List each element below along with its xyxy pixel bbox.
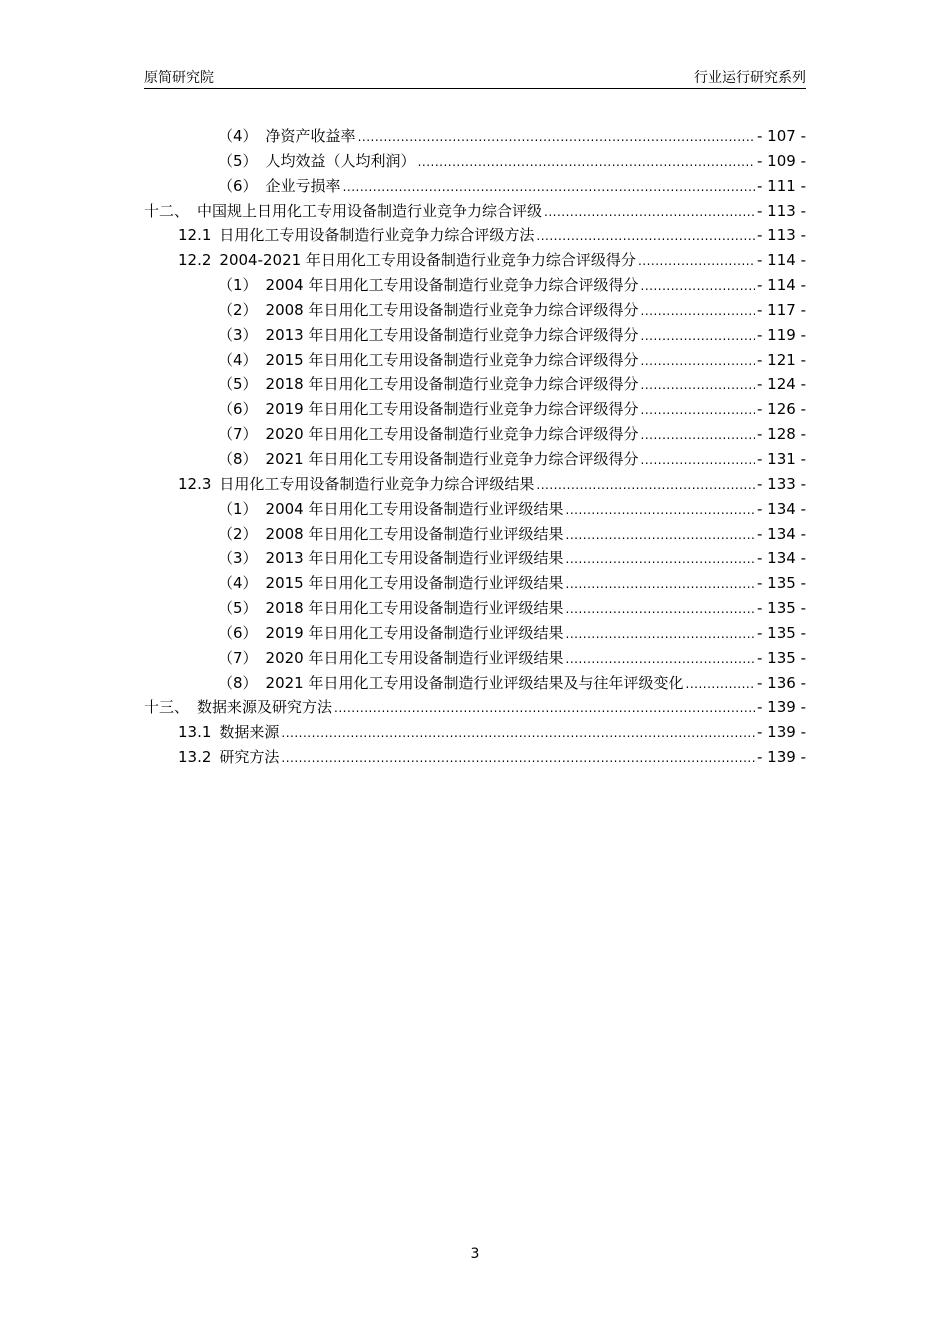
- toc-entry-text: 2018 年日用化工专用设备制造行业竞争力综合评级得分: [265, 375, 639, 394]
- toc-leader-dots: [641, 348, 756, 374]
- toc-entry-number: （3）: [218, 549, 258, 568]
- toc-entry-title: [218, 298, 639, 323]
- toc-entry-text: 数据来源及研究方法: [197, 698, 333, 717]
- toc-entry-number: （4）: [218, 350, 258, 369]
- toc-leader-dots: [641, 323, 756, 349]
- toc-entry-text: 净资产收益率: [265, 127, 356, 145]
- toc-leader-dots: [358, 124, 755, 150]
- toc-entry[interactable]: [144, 447, 806, 472]
- toc-entry-text: 2021 年日用化工专用设备制造行业竞争力综合评级得分: [265, 449, 639, 468]
- toc-entry[interactable]: [144, 348, 806, 373]
- toc-entry-title: [218, 596, 564, 621]
- toc-leader-dots: [566, 646, 756, 672]
- toc-leader-dots: [334, 695, 755, 721]
- toc-leader-dots: [566, 497, 756, 523]
- toc-entry-title: [218, 671, 684, 696]
- toc-entry-title: [218, 124, 356, 149]
- toc-entry-number: （6）: [218, 623, 258, 642]
- toc-leader-dots: [281, 720, 755, 746]
- toc-entry-page: - 139 -: [757, 723, 806, 742]
- toc-entry[interactable]: [144, 298, 806, 323]
- toc-entry-title: [218, 571, 564, 596]
- toc-entry[interactable]: [144, 422, 806, 447]
- toc-leader-dots: [566, 546, 756, 572]
- toc-entry[interactable]: [144, 522, 806, 547]
- toc-entry-number: （1）: [218, 499, 258, 518]
- toc-entry-title: [218, 522, 564, 547]
- toc-entry-text: 2004 年日用化工专用设备制造行业评级结果: [265, 499, 564, 518]
- toc-entry-title: [218, 422, 639, 447]
- toc-leader-dots: [536, 223, 755, 249]
- toc-entry-text: 2008 年日用化工专用设备制造行业评级结果: [265, 524, 564, 543]
- toc-entry-text: 2019 年日用化工专用设备制造行业评级结果: [265, 623, 564, 642]
- toc-leader-dots: [686, 671, 756, 697]
- toc-entry-number: （2）: [218, 300, 258, 319]
- toc-entry-number: （3）: [218, 325, 258, 344]
- toc-entry[interactable]: [144, 621, 806, 646]
- toc-entry-text: 2021 年日用化工专用设备制造行业评级结果及与往年评级变化: [265, 673, 684, 692]
- toc-leader-dots: [641, 422, 756, 448]
- toc-entry-page: - 134 -: [757, 549, 806, 568]
- toc-entry-page: - 107 -: [757, 127, 806, 145]
- toc-entry-page: - 139 -: [757, 698, 806, 717]
- toc-entry-title: [178, 472, 534, 497]
- toc-leader-dots: [566, 522, 756, 548]
- toc-entry[interactable]: [144, 571, 806, 596]
- toc-entry[interactable]: [144, 248, 806, 273]
- toc-entry-page: - 135 -: [757, 623, 806, 642]
- toc-leader-dots: [641, 397, 756, 423]
- toc-entry-text: 2019 年日用化工专用设备制造行业竞争力综合评级得分: [265, 400, 639, 419]
- toc-entry-title: [218, 372, 639, 397]
- toc-entry-text: 2015 年日用化工专用设备制造行业评级结果: [265, 574, 564, 593]
- toc-entry-title: [144, 695, 332, 720]
- toc-entry-number: （7）: [218, 425, 258, 444]
- toc-entry-page: - 126 -: [757, 400, 806, 419]
- toc-entry-number: （4）: [218, 127, 258, 145]
- toc-entry-page: - 113 -: [757, 226, 806, 245]
- toc-entry[interactable]: [144, 372, 806, 397]
- toc-leader-dots: [281, 745, 755, 771]
- toc-entry-page: - 136 -: [757, 673, 806, 692]
- toc-entry-number: （8）: [218, 673, 258, 692]
- toc-leader-dots: [343, 174, 755, 200]
- toc-entry[interactable]: [144, 596, 806, 621]
- toc-entry-text: 2020 年日用化工专用设备制造行业评级结果: [265, 648, 564, 667]
- toc-leader-dots: [641, 273, 756, 299]
- toc-leader-dots: [641, 372, 756, 398]
- toc-entry-text: 2004-2021 年日用化工专用设备制造行业竞争力综合评级得分: [219, 251, 636, 270]
- toc-leader-dots: [418, 149, 755, 175]
- toc-entry-number: 13.2: [178, 748, 212, 767]
- toc-entry-number: 12.1: [178, 226, 212, 245]
- toc-entry-page: - 134 -: [757, 499, 806, 518]
- toc-entry-page: - 135 -: [757, 648, 806, 667]
- toc-leader-dots: [641, 447, 756, 473]
- toc-entry-number: （4）: [218, 574, 258, 593]
- table-of-contents: [144, 124, 806, 770]
- toc-entry-page: - 128 -: [757, 425, 806, 444]
- toc-entry[interactable]: [144, 472, 806, 497]
- toc-entry[interactable]: [144, 223, 806, 248]
- toc-entry-number: （6）: [218, 176, 258, 195]
- toc-entry-number: 十二、: [144, 201, 190, 220]
- toc-entry-text: 2008 年日用化工专用设备制造行业竞争力综合评级得分: [265, 300, 639, 319]
- toc-leader-dots: [566, 621, 756, 647]
- toc-entry-text: 中国规上日用化工专用设备制造行业竞争力综合评级: [197, 201, 543, 220]
- toc-entry-page: - 139 -: [757, 748, 806, 767]
- toc-leader-dots: [638, 248, 755, 274]
- toc-entry-text: 2013 年日用化工专用设备制造行业评级结果: [265, 549, 564, 568]
- toc-entry[interactable]: [144, 124, 806, 149]
- toc-entry-number: （7）: [218, 648, 258, 667]
- toc-entry-page: - 111 -: [757, 176, 806, 195]
- page-header: [144, 64, 806, 89]
- toc-entry[interactable]: [144, 671, 806, 696]
- toc-entry-text: 企业亏损率: [265, 176, 341, 195]
- toc-leader-dots: [536, 472, 755, 498]
- toc-entry-number: （8）: [218, 449, 258, 468]
- toc-entry[interactable]: [144, 745, 806, 770]
- toc-entry-page: - 133 -: [757, 474, 806, 493]
- toc-entry-title: [218, 621, 564, 646]
- toc-entry-number: 13.1: [178, 723, 212, 742]
- toc-leader-dots: [641, 298, 756, 324]
- toc-entry[interactable]: [144, 149, 806, 174]
- toc-entry-number: （2）: [218, 524, 258, 543]
- toc-entry-page: - 109 -: [757, 151, 806, 170]
- toc-entry[interactable]: [144, 397, 806, 422]
- toc-entry-title: [218, 397, 639, 422]
- toc-entry-page: - 117 -: [757, 300, 806, 319]
- toc-entry-title: [178, 223, 534, 248]
- toc-leader-dots: [566, 596, 756, 622]
- toc-entry-text: 2020 年日用化工专用设备制造行业竞争力综合评级得分: [265, 425, 639, 444]
- toc-entry-title: [218, 497, 564, 522]
- toc-entry-page: - 113 -: [757, 201, 806, 220]
- toc-entry-title: [178, 248, 636, 273]
- toc-entry-number: （5）: [218, 375, 258, 394]
- toc-entry-title: [178, 745, 279, 770]
- toc-entry-number: 12.2: [178, 251, 212, 270]
- toc-entry-title: [218, 174, 341, 199]
- toc-entry-text: 2013 年日用化工专用设备制造行业竞争力综合评级得分: [265, 325, 639, 344]
- toc-entry-page: - 135 -: [757, 574, 806, 593]
- toc-entry-title: [218, 348, 639, 373]
- toc-entry-page: - 135 -: [757, 599, 806, 618]
- page-number: 3: [470, 1246, 480, 1262]
- toc-entry-number: 12.3: [178, 474, 212, 493]
- toc-entry-title: [218, 149, 416, 174]
- toc-entry[interactable]: [144, 273, 806, 298]
- toc-entry-page: - 114 -: [757, 276, 806, 295]
- toc-entry-text: 2018 年日用化工专用设备制造行业评级结果: [265, 599, 564, 618]
- toc-entry-number: （1）: [218, 276, 258, 295]
- toc-entry[interactable]: [144, 695, 806, 720]
- toc-entry-page: - 119 -: [757, 325, 806, 344]
- toc-entry-text: 研究方法: [219, 748, 280, 767]
- toc-entry-text: 日用化工专用设备制造行业竞争力综合评级结果: [219, 474, 535, 493]
- toc-entry-title: [178, 720, 279, 745]
- toc-entry-text: 人均效益（人均利润）: [265, 151, 416, 170]
- toc-entry-number: （6）: [218, 400, 258, 419]
- toc-entry-page: - 134 -: [757, 524, 806, 543]
- toc-entry-title: [218, 646, 564, 671]
- toc-entry-text: 2015 年日用化工专用设备制造行业竞争力综合评级得分: [265, 350, 639, 369]
- toc-entry[interactable]: [144, 720, 806, 745]
- toc-entry[interactable]: [144, 646, 806, 671]
- toc-entry-title: [144, 199, 542, 224]
- toc-entry-title: [218, 447, 639, 472]
- toc-entry-text: 2004 年日用化工专用设备制造行业竞争力综合评级得分: [265, 276, 639, 295]
- toc-entry[interactable]: [144, 323, 806, 348]
- toc-entry-page: - 114 -: [757, 251, 806, 270]
- header-series-name: 行业运行研究系列: [694, 70, 806, 86]
- toc-entry[interactable]: [144, 497, 806, 522]
- toc-leader-dots: [544, 199, 755, 225]
- toc-entry-page: - 121 -: [757, 350, 806, 369]
- toc-entry[interactable]: [144, 174, 806, 199]
- toc-entry-number: （5）: [218, 599, 258, 618]
- toc-entry-page: - 131 -: [757, 449, 806, 468]
- toc-entry-number: 十三、: [144, 698, 190, 717]
- toc-entry-number: （5）: [218, 151, 258, 170]
- toc-leader-dots: [566, 571, 756, 597]
- toc-entry-text: 日用化工专用设备制造行业竞争力综合评级方法: [219, 226, 535, 245]
- toc-entry-page: - 124 -: [757, 375, 806, 394]
- toc-entry[interactable]: [144, 199, 806, 224]
- header-org-name: 原简研究院: [144, 70, 214, 86]
- toc-entry-title: [218, 323, 639, 348]
- toc-entry-text: 数据来源: [219, 723, 280, 742]
- toc-entry[interactable]: [144, 546, 806, 571]
- toc-entry-title: [218, 546, 564, 571]
- toc-entry-title: [218, 273, 639, 298]
